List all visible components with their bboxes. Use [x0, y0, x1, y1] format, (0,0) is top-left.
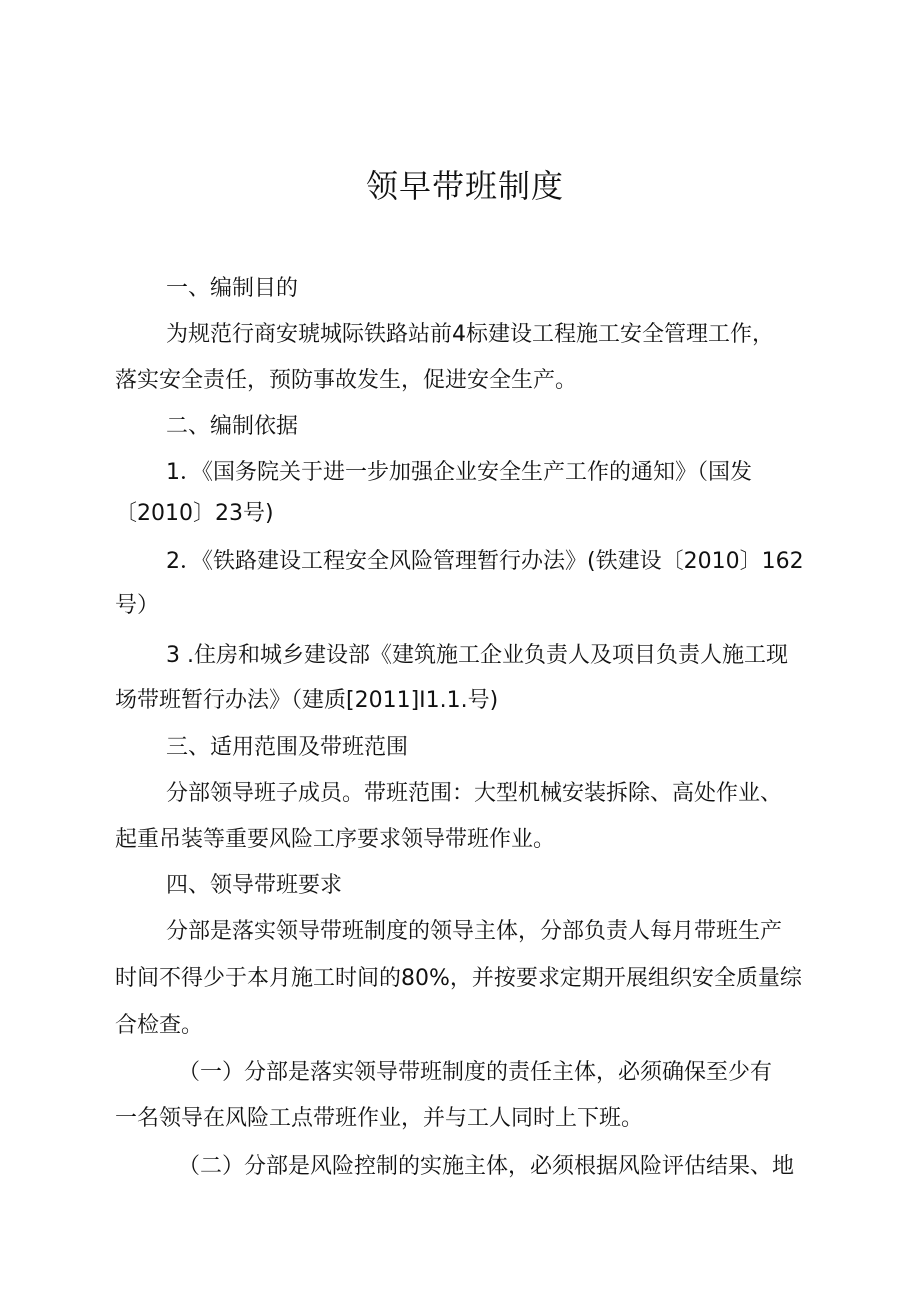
- basis-item-2-line-2: 号）: [115, 593, 160, 618]
- requirements-sub-1-line-1: （一）分部是落实领导带班制度的责任主体，必须确保至少有: [178, 1060, 773, 1085]
- basis-item-3-line-1: 3 .住房和城乡建设部《建筑施工企业负责人及项目负责人施工现: [166, 643, 788, 668]
- basis-item-2-line-1: 2．《铁路建设工程安全风险管理暂行办法》(铁建设〔2010〕162: [166, 549, 804, 574]
- requirements-paragraph-line-1: 分部是落实领导带班制度的领导主体，分部负责人每月带班生产: [166, 919, 783, 944]
- purpose-paragraph-line-2: 落实安全责任，预防事故发生，促进安全生产。: [115, 368, 578, 393]
- section-heading-requirements: 四、领导带班要求: [166, 873, 343, 898]
- requirements-sub-1-line-2: 一名领导在风险工点带班作业，并与工人同时上下班。: [115, 1106, 644, 1131]
- requirements-sub-2-line-1: （二）分部是风险控制的实施主体，必须根据风险评估结果、地: [178, 1154, 795, 1179]
- requirements-paragraph-line-3: 合检查。: [115, 1013, 204, 1038]
- document-title: 领早带班制度: [365, 167, 564, 205]
- requirements-paragraph-line-2: 时间不得少于本月施工时间的80%，并按要求定期开展组织安全质量综: [115, 966, 802, 991]
- section-heading-basis: 二、编制依据: [166, 414, 299, 439]
- purpose-paragraph-line-1: 为规范行商安琥城际铁路站前4标建设工程施工安全管理工作，: [166, 322, 774, 347]
- section-heading-purpose: 一、编制目的: [166, 276, 299, 301]
- basis-item-3-line-2: 场带班暂行办法》（建质[2011]I1.1.号): [115, 688, 499, 713]
- section-heading-scope: 三、适用范围及带班范围: [166, 735, 409, 760]
- basis-item-1-line-1: 1．《国务院关于进一步加强企业安全生产工作的通知》（国发: [166, 460, 752, 485]
- basis-item-1-line-2: 〔2010〕23号): [115, 501, 274, 526]
- scope-paragraph-line-1: 分部领导班子成员。带班范围：大型机械安装拆除、高处作业、: [166, 781, 783, 806]
- scope-paragraph-line-2: 起重吊装等重要风险工序要求领导带班作业。: [115, 827, 556, 852]
